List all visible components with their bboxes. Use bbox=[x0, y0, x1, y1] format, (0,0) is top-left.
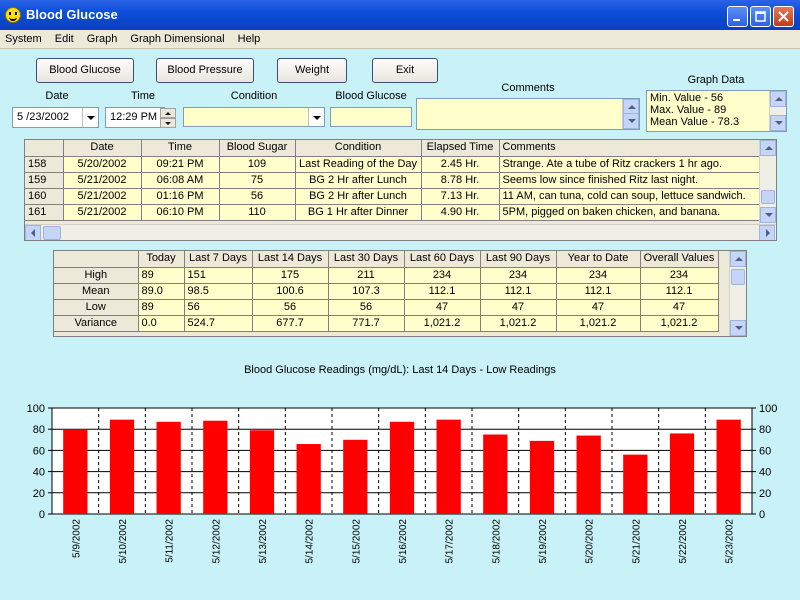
y-tick-label-right: 60 bbox=[759, 445, 772, 458]
date-picker[interactable] bbox=[12, 107, 99, 128]
col-header[interactable]: Condition bbox=[295, 140, 421, 156]
bar bbox=[670, 433, 694, 514]
x-tick-label: 5/18/2002 bbox=[491, 519, 503, 564]
graph-data-label: Graph Data bbox=[687, 74, 745, 86]
stat-cell[interactable]: 234 bbox=[480, 267, 556, 283]
smiley-icon bbox=[5, 7, 21, 23]
bar bbox=[203, 421, 227, 514]
graph-data-mean: Mean Value - 78.3 bbox=[650, 116, 740, 128]
cell-time[interactable]: 06:08 AM bbox=[141, 172, 219, 188]
stat-cell[interactable]: 89.0 bbox=[138, 283, 184, 299]
readings-hscroll[interactable] bbox=[25, 224, 776, 241]
stat-cell[interactable]: 1,021.2 bbox=[640, 315, 718, 331]
bar bbox=[63, 429, 87, 514]
date-label: Date bbox=[45, 90, 69, 102]
cell-condition[interactable]: Last Reading of the Day bbox=[295, 156, 421, 172]
scroll-thumb[interactable] bbox=[731, 269, 745, 285]
col-header[interactable]: Last 14 Days bbox=[252, 251, 328, 267]
stat-cell[interactable]: 89 bbox=[138, 267, 184, 283]
cell-blood-sugar[interactable]: 56 bbox=[219, 188, 295, 204]
stat-label: Mean bbox=[54, 283, 138, 299]
scroll-thumb[interactable] bbox=[761, 190, 775, 204]
scroll-down-icon[interactable] bbox=[770, 115, 786, 131]
date-dropdown-icon[interactable] bbox=[82, 108, 98, 127]
scroll-down-icon[interactable] bbox=[730, 320, 746, 336]
table-row[interactable] bbox=[54, 299, 718, 315]
blood-pressure-button[interactable]: Blood Pressure bbox=[156, 58, 254, 83]
x-tick-label: 5/23/2002 bbox=[724, 519, 736, 564]
table-row[interactable] bbox=[25, 204, 760, 220]
stat-label: Variance bbox=[54, 315, 138, 331]
col-header[interactable]: Today bbox=[138, 251, 184, 267]
col-header[interactable]: Overall Values bbox=[640, 251, 718, 267]
stat-cell[interactable]: 47 bbox=[404, 299, 480, 315]
cell-blood-sugar[interactable]: 109 bbox=[219, 156, 295, 172]
cell-condition[interactable]: BG 2 Hr after Lunch bbox=[295, 172, 421, 188]
cell-time[interactable]: 09:21 PM bbox=[141, 156, 219, 172]
bar bbox=[297, 444, 321, 514]
table-row[interactable] bbox=[25, 188, 760, 204]
col-header[interactable] bbox=[54, 251, 138, 267]
table-row[interactable] bbox=[54, 315, 718, 331]
stat-cell[interactable]: 677.7 bbox=[252, 315, 328, 331]
weight-button[interactable]: Weight bbox=[277, 58, 347, 83]
x-tick-label: 5/11/2002 bbox=[164, 519, 176, 563]
stat-cell[interactable]: 211 bbox=[328, 267, 404, 283]
condition-select[interactable] bbox=[183, 107, 325, 127]
y-tick-label-right: 80 bbox=[759, 424, 772, 437]
y-tick-label: 40 bbox=[32, 466, 45, 479]
scroll-up-icon[interactable] bbox=[770, 91, 786, 107]
stat-cell[interactable]: 56 bbox=[252, 299, 328, 315]
time-label: Time bbox=[130, 90, 156, 102]
stat-cell[interactable]: 56 bbox=[328, 299, 404, 315]
menu-graph-dimensional[interactable]: Graph Dimensional bbox=[130, 33, 225, 45]
stats-vscroll[interactable] bbox=[729, 251, 746, 336]
readings-table bbox=[25, 140, 761, 221]
stat-cell[interactable]: 234 bbox=[404, 267, 480, 283]
x-tick-label: 5/15/2002 bbox=[351, 519, 363, 564]
stat-cell[interactable]: 234 bbox=[640, 267, 718, 283]
cell-elapsed[interactable]: 7.13 Hr. bbox=[421, 188, 499, 204]
col-header[interactable]: Date bbox=[63, 140, 141, 156]
x-tick-label: 5/12/2002 bbox=[211, 519, 223, 564]
glucose-bar-chart bbox=[0, 395, 800, 600]
cell-date[interactable]: 5/20/2002 bbox=[63, 156, 141, 172]
cell-date[interactable]: 5/21/2002 bbox=[63, 188, 141, 204]
cell-comments[interactable]: 5PM, pigged on baken chicken, and banana. bbox=[499, 204, 760, 220]
bar bbox=[250, 430, 274, 514]
bar bbox=[577, 436, 601, 514]
time-spinner[interactable] bbox=[160, 108, 176, 128]
graph-data-box[interactable] bbox=[646, 90, 787, 132]
cell-comments[interactable]: Strange. Ate a tube of Ritz crackers 1 hr ago. bbox=[499, 156, 760, 172]
x-tick-label: 5/13/2002 bbox=[258, 519, 269, 564]
stats-grid bbox=[53, 250, 747, 337]
stat-label: High bbox=[54, 267, 138, 283]
maximize-button[interactable] bbox=[750, 6, 771, 27]
stat-cell[interactable]: 0.0 bbox=[138, 315, 184, 331]
col-header[interactable]: Last 90 Days bbox=[480, 251, 556, 267]
stat-cell[interactable]: 524.7 bbox=[184, 315, 252, 331]
title-bar bbox=[0, 0, 800, 30]
stat-cell[interactable]: 1,021.2 bbox=[480, 315, 556, 331]
stat-cell[interactable]: 112.1 bbox=[556, 283, 640, 299]
comments-input[interactable] bbox=[416, 98, 640, 130]
col-header[interactable]: Year to Date bbox=[556, 251, 640, 267]
x-tick-label: 5/9/2002 bbox=[71, 519, 83, 558]
table-row[interactable] bbox=[25, 172, 760, 188]
bar bbox=[530, 441, 554, 514]
col-header[interactable]: Last 30 Days bbox=[328, 251, 404, 267]
stat-cell[interactable]: 175 bbox=[252, 267, 328, 283]
bar bbox=[390, 422, 414, 514]
graph-data-min: Min. Value - 56 bbox=[650, 92, 724, 104]
x-tick-label: 5/17/2002 bbox=[444, 519, 456, 564]
stat-cell[interactable]: 100.6 bbox=[252, 283, 328, 299]
y-tick-label: 60 bbox=[32, 445, 45, 458]
cell-blood-sugar[interactable]: 75 bbox=[219, 172, 295, 188]
table-row[interactable] bbox=[25, 156, 760, 172]
stat-cell[interactable]: 151 bbox=[184, 267, 252, 283]
condition-dropdown-icon[interactable] bbox=[308, 108, 324, 126]
scroll-down-icon[interactable] bbox=[623, 113, 639, 129]
y-tick-label: 100 bbox=[26, 403, 45, 415]
row-id: 159 bbox=[25, 172, 63, 188]
row-id: 160 bbox=[25, 188, 63, 204]
col-header[interactable]: Time bbox=[141, 140, 219, 156]
minimize-button[interactable] bbox=[727, 6, 748, 27]
glucose-input[interactable] bbox=[330, 107, 412, 127]
col-header[interactable]: Last 60 Days bbox=[404, 251, 480, 267]
scroll-up-icon[interactable] bbox=[730, 251, 746, 267]
y-tick-label-right: 100 bbox=[759, 403, 778, 415]
row-id: 161 bbox=[25, 204, 63, 220]
y-tick-label: 80 bbox=[32, 424, 45, 437]
comments-scrollbar[interactable] bbox=[622, 99, 639, 129]
scroll-right-icon[interactable] bbox=[759, 225, 775, 241]
window-title: Blood Glucose bbox=[26, 7, 118, 22]
cell-condition[interactable]: BG 2 Hr after Lunch bbox=[295, 188, 421, 204]
col-header[interactable]: Last 7 Days bbox=[184, 251, 252, 267]
time-field[interactable] bbox=[105, 107, 165, 128]
spin-up-icon[interactable] bbox=[160, 108, 176, 118]
stat-cell[interactable]: 47 bbox=[556, 299, 640, 315]
table-row[interactable] bbox=[54, 267, 718, 283]
bar bbox=[623, 455, 647, 514]
cell-date[interactable]: 5/21/2002 bbox=[63, 204, 141, 220]
cell-date[interactable]: 5/21/2002 bbox=[63, 172, 141, 188]
bar bbox=[437, 420, 461, 514]
y-tick-label-right: 40 bbox=[759, 466, 772, 479]
menu-system[interactable]: System bbox=[5, 33, 42, 45]
stat-cell[interactable]: 1,021.2 bbox=[556, 315, 640, 331]
cell-comments[interactable]: Seems low since finished Ritz last night. bbox=[499, 172, 760, 188]
cell-elapsed[interactable]: 4.90 Hr. bbox=[421, 204, 499, 220]
menu-edit[interactable]: Edit bbox=[54, 33, 74, 45]
table-row[interactable] bbox=[54, 283, 718, 299]
stat-cell[interactable]: 112.1 bbox=[640, 283, 718, 299]
minimize-icon bbox=[732, 11, 743, 22]
scroll-up-icon[interactable] bbox=[760, 140, 776, 156]
stat-cell[interactable]: 771.7 bbox=[328, 315, 404, 331]
cell-time[interactable]: 06:10 PM bbox=[141, 204, 219, 220]
x-tick-label: 5/10/2002 bbox=[118, 519, 129, 564]
close-icon bbox=[778, 11, 789, 22]
glucose-label: Blood Glucose bbox=[335, 90, 407, 102]
x-tick-label: 5/14/2002 bbox=[304, 519, 316, 564]
x-tick-label: 5/16/2002 bbox=[398, 519, 409, 564]
stat-cell[interactable]: 47 bbox=[640, 299, 718, 315]
x-tick-label: 5/20/2002 bbox=[584, 519, 596, 564]
row-id: 158 bbox=[25, 156, 63, 172]
graph-data-scrollbar[interactable] bbox=[769, 91, 786, 131]
cell-condition[interactable]: BG 1 Hr after Dinner bbox=[295, 204, 421, 220]
x-tick-label: 5/19/2002 bbox=[538, 519, 549, 564]
cell-elapsed[interactable]: 2.45 Hr. bbox=[421, 156, 499, 172]
bar bbox=[717, 420, 741, 514]
col-header[interactable]: Comments bbox=[499, 140, 760, 156]
menu-bar bbox=[0, 30, 800, 49]
maximize-icon bbox=[755, 11, 766, 22]
condition-label: Condition bbox=[230, 90, 278, 102]
readings-vscroll[interactable] bbox=[759, 140, 776, 224]
stat-label: Low bbox=[54, 299, 138, 315]
exit-button[interactable]: Exit bbox=[372, 58, 438, 83]
bar bbox=[110, 420, 134, 514]
bar bbox=[157, 422, 181, 514]
bar bbox=[483, 435, 507, 515]
y-tick-label-right: 0 bbox=[759, 509, 766, 521]
blood-glucose-button[interactable]: Blood Glucose bbox=[36, 58, 134, 83]
y-tick-label-right: 20 bbox=[759, 487, 772, 500]
x-tick-label: 5/21/2002 bbox=[631, 519, 643, 564]
comments-label: Comments bbox=[501, 82, 555, 94]
menu-graph[interactable]: Graph bbox=[86, 33, 118, 45]
stat-cell[interactable]: 112.1 bbox=[480, 283, 556, 299]
time-value: 12:29 PM bbox=[110, 111, 158, 123]
scroll-thumb[interactable] bbox=[43, 226, 61, 240]
col-header[interactable]: Blood Sugar bbox=[219, 140, 295, 156]
chart-title: Blood Glucose Readings (mg/dL): Last 14 Days - Low Readings bbox=[244, 364, 556, 376]
stat-cell[interactable]: 112.1 bbox=[404, 283, 480, 299]
bar bbox=[343, 440, 367, 514]
menu-help[interactable]: Help bbox=[237, 33, 261, 45]
stat-cell[interactable]: 89 bbox=[138, 299, 184, 315]
cell-elapsed[interactable]: 8.78 Hr. bbox=[421, 172, 499, 188]
stat-cell[interactable]: 1,021.2 bbox=[404, 315, 480, 331]
y-tick-label: 0 bbox=[38, 509, 45, 521]
close-button[interactable] bbox=[773, 6, 794, 27]
graph-data-max: Max. Value - 89 bbox=[650, 104, 727, 116]
stat-cell[interactable]: 56 bbox=[184, 299, 252, 315]
scroll-down-icon[interactable] bbox=[760, 207, 776, 223]
cell-time[interactable]: 01:16 PM bbox=[141, 188, 219, 204]
x-tick-label: 5/22/2002 bbox=[678, 519, 689, 564]
stat-cell[interactable]: 98.5 bbox=[184, 283, 252, 299]
stats-header-row bbox=[54, 251, 718, 267]
cell-blood-sugar[interactable]: 110 bbox=[219, 204, 295, 220]
cell-comments[interactable]: 11 AM, can tuna, cold can soup, lettuce sandwich. bbox=[499, 188, 760, 204]
readings-grid bbox=[24, 139, 777, 241]
stat-cell[interactable]: 234 bbox=[556, 267, 640, 283]
scroll-left-icon[interactable] bbox=[25, 225, 41, 241]
y-tick-label: 20 bbox=[32, 487, 45, 500]
stat-cell[interactable]: 107.3 bbox=[328, 283, 404, 299]
col-header[interactable] bbox=[25, 140, 63, 156]
stats-table bbox=[54, 251, 719, 332]
date-value: 5 /23/2002 bbox=[17, 111, 69, 123]
spin-down-icon[interactable] bbox=[160, 118, 176, 128]
readings-header-row bbox=[25, 140, 760, 156]
col-header[interactable]: Elapsed Time bbox=[421, 140, 499, 156]
stat-cell[interactable]: 47 bbox=[480, 299, 556, 315]
